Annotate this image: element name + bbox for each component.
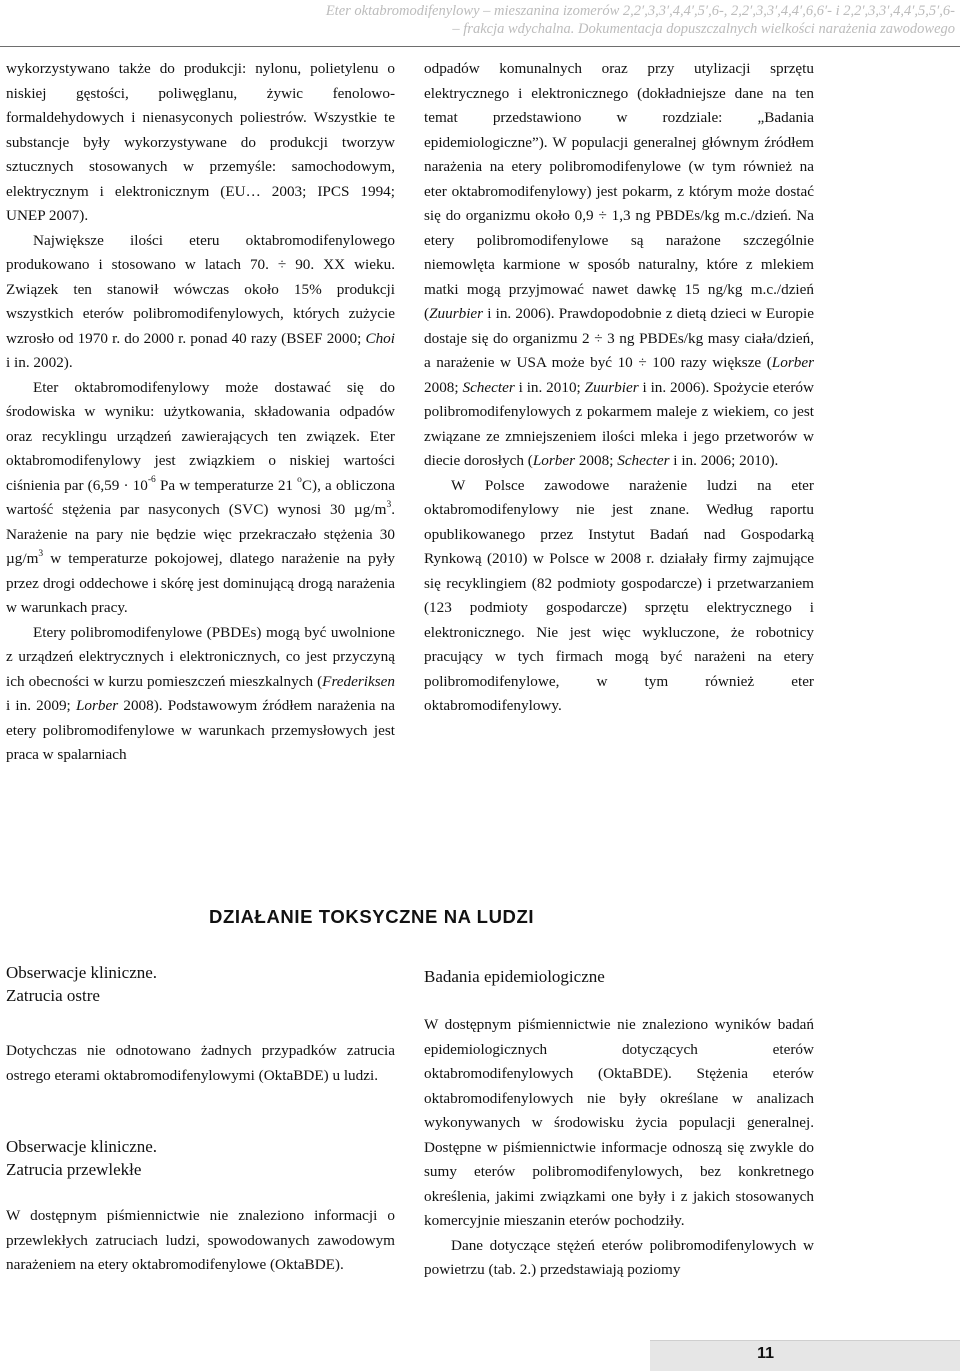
section-title: DZIAŁANIE TOKSYCZNE NA LUDZI xyxy=(209,906,535,927)
left-column xyxy=(6,57,395,768)
acute-poisoning-text: Dotychczas nie odnotowano żadnych przypadków zatrucia ostrego eterami oktabromodifenylowymi (OktaBDE) u ludzi. xyxy=(6,1042,395,1084)
left-paragraph-1: wykorzystywano także do produkcji: nylonu, polietylenu o niskiej gęstości, poliwęglanu, żywic fenolowo-formaldehydowych i nienasyconych poliestrów. Wszystkie te substancje były wykorzystywane do produkcji tworzyw sztucznych stosowanych w przemyśle: samochodowym, elektrycznym i elektronicznym (EU… 2003; IPCS 1994; UNEP 2007). xyxy=(6,60,395,224)
heading-acute-poisoning: Obserwacje kliniczne. Zatrucia ostre xyxy=(6,963,158,1005)
header-divider xyxy=(0,46,960,47)
citation-frederiksen: Frederiksen xyxy=(322,672,395,690)
epidemiology-paragraph-2: Dane dotyczące stężeń eterów polibromodifenylowych w powietrzu (tab. 2.) przedstawiają poziomy xyxy=(424,1236,814,1278)
running-header-line-1: Eter oktabromodifenylowy – mieszanina izomerów 2,2′,3,3′,4,4′,5′,6-, 2,2′,3,3′,4,4′,6,6′- i 2,2′,3,3′,4,4′,5,5′,6- xyxy=(325,3,955,19)
right-column xyxy=(424,57,814,719)
running-header-line-2: – frakcja wdychalna. Dokumentacja dopuszczalnych wielkości narażenia zawodowego xyxy=(452,21,955,37)
right-paragraph-2: W Polsce zawodowe narażenie ludzi na eter oktabromodifenylowy nie jest znane. Według raportu opublikowanego przez Instytut Badań nad Gospodarką Rynkową (2010) w Polsce w 2008 r. działały firmy zajmujące się recyklingiem (82 podmioty gospodarcze) i przetwarzaniem (123 podmioty gospodarcze) sprzętu elektrycznego i elektronicznego. Nie jest więc wykluczone, że robotnicy pracujący w tych firmach mogą być narażeni na etery polibromodifenylowe, w tym również eter oktabromodifenylowy. xyxy=(424,476,814,714)
heading-epidemiology: Badania epidemiologiczne xyxy=(424,967,605,986)
running-header xyxy=(0,0,960,44)
heading-chronic-poisoning: Obserwacje kliniczne. Zatrucia przewlekłe xyxy=(6,1137,158,1179)
citation-choi: Choi xyxy=(365,329,395,347)
epidemiology-paragraph-1: W dostępnym piśmiennictwie nie znaleziono wyników badań epidemiologicznych dotyczących eterów oktabromodifenylowych (OktaBDE). Stężenia eterów oktabromodifenylowych nie były określane w analizach wykonywanych w środowisku życia populacji generalnej. Dostępne w piśmiennictwie informacje odnoszą się zwykle do sumy eterów polibromodifenylowych, bez konkretnego określenia, jakimi związkami one były i z jakich stosowanych komercyjnie mieszanin eterów pochodziły. xyxy=(424,1016,814,1229)
right-paragraph-1: odpadów komunalnych oraz przy utylizacji sprzętu elektrycznego i elektronicznego (dokładniejsze dane na ten temat przedstawiono w rozdziale: „Badania epidemiologiczne”). W populacji generalnej głównym źródłem narażenia na etery polibromodifenylowe (w tym również na eter oktabromodifenylowy) jest pokarm, z którym może dostać się do organizmu około 0,9 ÷ 1,3 ng PBDEs/kg m.c./dzień. Na etery polibromodifenylowe są narażone szczególnie niemowlęta karmione w sposób naturalny, które z mlekiem matki mogą przyjmować nawet dawkę 15 ng/kg m.c./dzień (Zuurbier i in. 2006). Prawdopodobnie z dietą dzieci w Europie dostaje się do organizmu 2 ÷ 3 ng PBDEs/kg masy ciała/dzień, a narażenie w USA może być 10 ÷ 100 razy większe (Lorber 2008; Schecter i in. 2010; Zuurbier i in. 2006). Spożycie eterów polibromodifenylowych z pokarmem maleje z wiekiem, co jest związane ze zmniejszeniem ilości mleka i jego przetworów w diecie dorosłych (Lorber 2008; Schecter i in. 2006; 2010). xyxy=(424,60,814,469)
citation-lorber: Lorber xyxy=(75,697,119,714)
chronic-poisoning-text: W dostępnym piśmiennictwie nie znaleziono informacji o przewlekłych zatruciach ludzi, spowodowanych zawodowym narażeniem na etery oktabromodifenylowe (OktaBDE). xyxy=(6,1207,395,1273)
left-paragraph-3: Eter oktabromodifenylowy może dostawać się do środowiska w wyniku: użytkowania, składowania odpadów oraz recyklingu urządzeń zawierających ten związek. Eter oktabromodifenylowy jest związkiem o niskiej wartości ciśnienia par ($6,59 \cdot 10^{-6}$ Pa w temperaturze 21 $^o$C), a obliczona wartość stężenia par nasyconych (SVC) wynosi 30 $\mu g/m^3$. Narażenie na pary nie będzie więc przekraczało stężenia 30 $\mu g/m^3$ w temperaturze pokojowej, dlatego narażenie na pyły przez drogi oddechowe i skórę jest dominującą drogą narażenia w warunkach pracy. xyxy=(6,378,395,616)
left-paragraph-2: Największe ilości eteru oktabromodifenylowego produkowano i stosowano w latach 70. ÷ 90. XX wieku. Związek ten stanowił wówczas około 15% produkcji wszystkich eterów polibromodifenylowych, których zużycie wzrosło od 1970 r. do 2000 r. ponad 40 razy (BSEF 2000; Choi i in. 2002). xyxy=(6,231,395,371)
left-paragraph-4: Etery polibromodifenylowe (PBDEs) mogą być uwolnione z urządzeń elektrycznych i elektronicznych, co jest przyczyną ich obecności w kurzu pomieszczeń mieszkalnych (Frederiksen i in. 2009; Lorber 2008). Podstawowym źródłem narażenia na etery polibromodifenylowe w warunkach przemysłowych jest praca w spalarniach xyxy=(6,623,395,763)
epidemiology-text xyxy=(424,1013,814,1283)
page-number: 11 xyxy=(757,1345,774,1362)
page-number-box xyxy=(650,1340,960,1371)
